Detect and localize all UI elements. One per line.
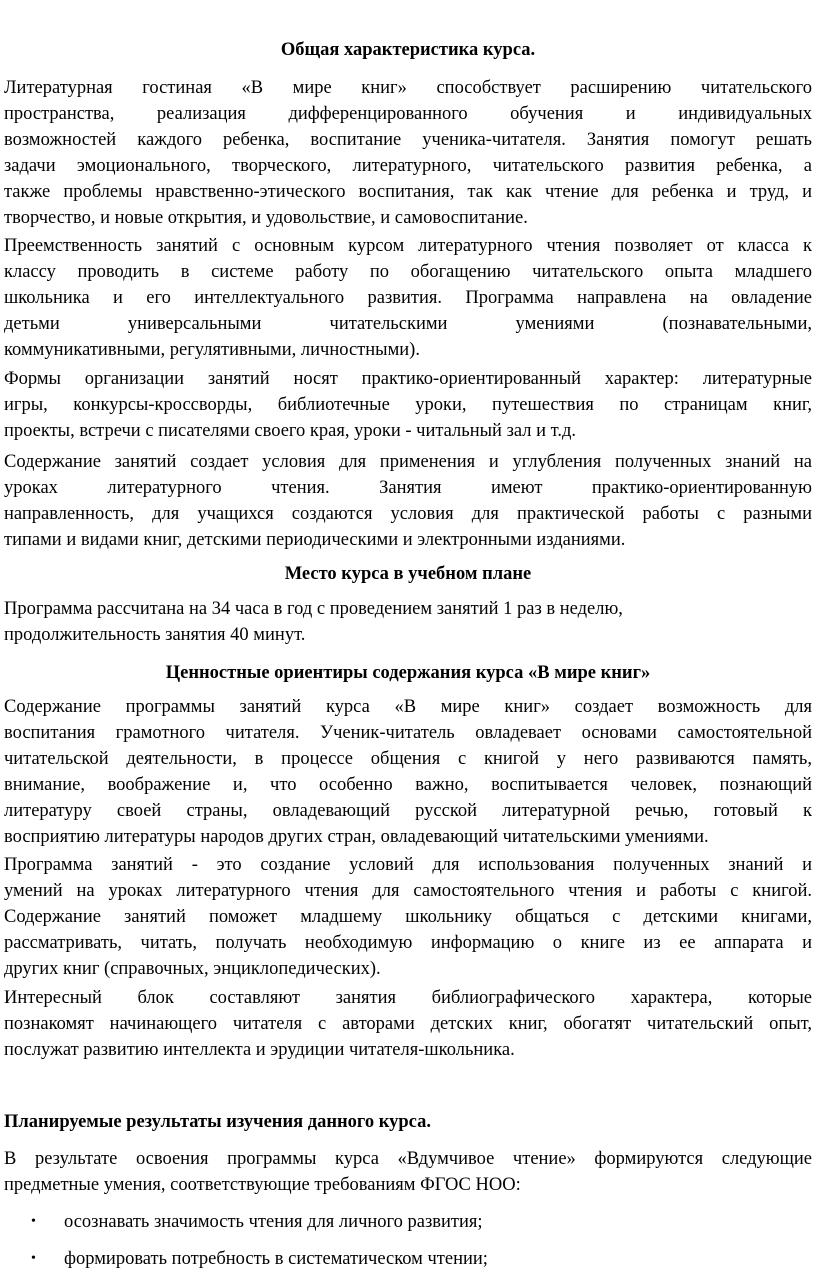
text-line: внимание, воображение и, что особенно важно, воспитывается человек, познающий (4, 775, 812, 795)
paragraph-hours (4, 596, 812, 648)
heading-course-place: Место курса в учебном плане (284, 564, 532, 584)
text-line: предметные умения, соответствующие требованиям ФГОС НОО: (4, 1175, 521, 1195)
text-line: Содержание занятий создает условия для применения и углубления полученных знаний на (4, 452, 812, 472)
paragraph-program (4, 852, 812, 982)
paragraph-forms (4, 366, 812, 444)
text-line: других книг (справочных, энциклопедических). (4, 959, 381, 979)
heading-value-orientations: Ценностные ориентиры содержания курса «В мире книг» (165, 663, 651, 683)
text-line: В результате освоения программы курса «Вдумчивое чтение» формируются следующие (4, 1149, 812, 1169)
text-line: умений на уроках литературного чтения для самостоятельного чтения и работы с книгой. (4, 881, 812, 901)
text-line: коммуникативными, регулятивными, личностными). (4, 340, 420, 360)
text-line: возможностей каждого ребенка, воспитание ученика-читателя. Занятия помогут решать (4, 130, 812, 150)
list-item-text: осознавать значимость чтения для личного развития; (64, 1212, 483, 1232)
heading-course-characteristics: Общая характеристика курса. (280, 40, 536, 60)
bullet-icon: • (31, 1214, 36, 1229)
text-line: воспитания грамотного читателя. Ученик-читатель овладевает основами самостоятельной (4, 723, 812, 743)
heading-planned-results: Планируемые результаты изучения данного курса. (4, 1112, 431, 1132)
paragraph-intro (4, 75, 812, 231)
text-line: игры, конкурсы-кроссворды, библиотечные уроки, путешествия по страницам книг, (4, 395, 812, 415)
text-line: Формы организации занятий носят практико-ориентированный характер: литературные (4, 369, 812, 389)
bullet-icon: • (31, 1251, 36, 1266)
text-line: направленность, для учащихся создаются условия для практической работы с разными (4, 504, 812, 524)
text-line: также проблемы нравственно-этического воспитания, так как чтение для ребенка и труд, и (4, 182, 812, 202)
text-line: творчество, и новые открытия, и удовольствие, и самовоспитание. (4, 208, 528, 228)
text-line: Содержание программы занятий курса «В мире книг» создает возможность для (4, 697, 812, 717)
text-line: продолжительность занятия 40 минут. (4, 625, 306, 645)
text-line: уроках литературного чтения. Занятия имеют практико-ориентированную (4, 478, 812, 498)
text-line: типами и видами книг, детскими периодическими и электронными изданиями. (4, 530, 626, 550)
text-line: задачи эмоционального, творческого, литературного, читательского развития ребенка, а (4, 156, 812, 176)
paragraph-bibliographic (4, 985, 812, 1063)
text-line: Программа занятий - это создание условий для использования полученных знаний и (4, 855, 812, 875)
paragraph-values (4, 694, 812, 850)
text-line: проекты, встречи с писателями своего края, уроки - читальный зал и т.д. (4, 421, 577, 441)
text-line: Литературная гостиная «В мире книг» способствует расширению читательского (4, 78, 812, 98)
text-line: послужат развитию интеллекта и эрудиции читателя-школьника. (4, 1040, 515, 1060)
text-line: детьми универсальными читательскими умениями (познавательными, (4, 314, 812, 334)
text-line: читательской деятельности, в процессе общения с книгой у него развиваются память, (4, 749, 812, 769)
paragraph-continuity (4, 233, 812, 363)
text-line: школьника и его интеллектуального развития. Программа направлена на овладение (4, 288, 812, 308)
paragraph-content (4, 449, 812, 553)
text-line: Программа рассчитана на 34 часа в год с проведением занятий 1 раз в неделю, (4, 599, 623, 619)
text-line: литературу своей страны, овладевающий русской литературной речью, готовый к (4, 801, 812, 821)
text-line: Преемственность занятий с основным курсом литературного чтения позволяет от класса к (4, 236, 812, 256)
list-item-text: формировать потребность в систематическом чтении; (64, 1249, 488, 1269)
text-line: пространства, реализация дифференцированного обучения и индивидуальных (4, 104, 812, 124)
text-line: классу проводить в системе работу по обогащению читательского опыта младшего (4, 262, 812, 282)
text-line: Содержание занятий поможет младшему школьнику общаться с детскими книгами, (4, 907, 812, 927)
text-line: познакомят начинающего читателя с авторами детских книг, обогатят читательский опыт, (4, 1014, 812, 1034)
text-line: Интересный блок составляют занятия библиографического характера, которые (4, 988, 812, 1008)
text-line: восприятию литературы народов других стран, овладевающий читательскими умениями. (4, 827, 709, 847)
text-line: рассматривать, читать, получать необходимую информацию о книге из ее аппарата и (4, 933, 812, 953)
paragraph-results-intro (4, 1146, 812, 1198)
